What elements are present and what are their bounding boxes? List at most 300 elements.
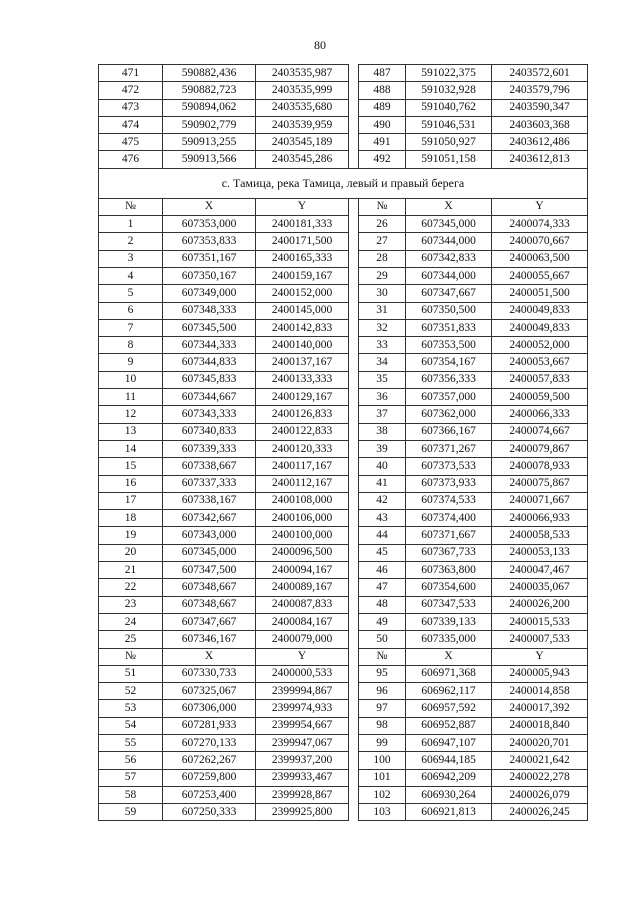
point-number: 491 [359,134,406,151]
x-coordinate: 607270,133 [163,734,256,751]
point-number: 489 [359,99,406,116]
point-number: 38 [359,423,406,440]
x-coordinate: 607262,267 [163,752,256,769]
x-coordinate: 590882,723 [163,82,256,99]
y-coordinate: 2400021,642 [492,752,588,769]
x-coordinate: 591046,531 [406,116,492,133]
point-number: 52 [99,683,163,700]
x-coordinate: 606957,592 [406,700,492,717]
header-y: Y [256,198,349,215]
coordinates-table-body [99,65,588,821]
x-coordinate: 607338,167 [163,492,256,509]
y-coordinate: 2400063,500 [492,250,588,267]
point-number: 96 [359,683,406,700]
table-row [99,406,588,423]
x-coordinate: 607347,667 [406,285,492,302]
x-coordinate: 607342,833 [406,250,492,267]
x-coordinate: 607337,333 [163,475,256,492]
y-coordinate: 2400078,933 [492,458,588,475]
point-number: 54 [99,717,163,734]
x-coordinate: 607351,167 [163,250,256,267]
x-coordinate: 607338,667 [163,458,256,475]
y-coordinate: 2403572,601 [492,65,588,82]
point-number: 44 [359,527,406,544]
x-coordinate: 607350,500 [406,302,492,319]
x-coordinate: 607348,333 [163,302,256,319]
point-number: 23 [99,596,163,613]
table-row [99,613,588,630]
point-number: 10 [99,371,163,388]
x-coordinate: 606952,887 [406,717,492,734]
point-number: 55 [99,734,163,751]
y-coordinate: 2400053,133 [492,544,588,561]
x-coordinate: 591040,762 [406,99,492,116]
column-gap [349,596,359,613]
x-coordinate: 607281,933 [163,717,256,734]
x-coordinate: 591022,375 [406,65,492,82]
point-number: 39 [359,440,406,457]
x-coordinate: 590913,255 [163,134,256,151]
table-row [99,151,588,168]
point-number: 8 [99,337,163,354]
column-gap [349,527,359,544]
x-coordinate: 607353,000 [163,216,256,233]
point-number: 19 [99,527,163,544]
x-coordinate: 607339,333 [163,440,256,457]
column-gap [349,151,359,168]
point-number: 6 [99,302,163,319]
table-row [99,510,588,527]
y-coordinate: 2399994,867 [256,683,349,700]
column-gap [349,683,359,700]
table-header-row [99,198,588,215]
x-coordinate: 607340,833 [163,423,256,440]
table-row [99,562,588,579]
y-coordinate: 2400145,000 [256,302,349,319]
column-gap [349,700,359,717]
y-coordinate: 2400117,167 [256,458,349,475]
x-coordinate: 607344,000 [406,233,492,250]
column-gap [349,648,359,665]
y-coordinate: 2400066,333 [492,406,588,423]
x-coordinate: 607250,333 [163,804,256,821]
x-coordinate: 607345,833 [163,371,256,388]
y-coordinate: 2403539,959 [256,116,349,133]
table-row [99,99,588,116]
point-number: 97 [359,700,406,717]
x-coordinate: 607366,167 [406,423,492,440]
y-coordinate: 2400071,667 [492,492,588,509]
x-coordinate: 607343,333 [163,406,256,423]
table-row [99,683,588,700]
y-coordinate: 2400022,278 [492,769,588,786]
y-coordinate: 2400047,467 [492,562,588,579]
x-coordinate: 607335,000 [406,631,492,648]
column-gap [349,786,359,803]
header-number: № [359,198,406,215]
y-coordinate: 2400017,392 [492,700,588,717]
x-coordinate: 591050,927 [406,134,492,151]
y-coordinate: 2400087,833 [256,596,349,613]
y-coordinate: 2400015,533 [492,613,588,630]
point-number: 13 [99,423,163,440]
point-number: 472 [99,82,163,99]
y-coordinate: 2403535,987 [256,65,349,82]
header-number: № [99,198,163,215]
column-gap [349,475,359,492]
x-coordinate: 607348,667 [163,579,256,596]
table-row [99,475,588,492]
y-coordinate: 2400079,867 [492,440,588,457]
y-coordinate: 2400100,000 [256,527,349,544]
y-coordinate: 2403612,486 [492,134,588,151]
x-coordinate: 607342,667 [163,510,256,527]
point-number: 471 [99,65,163,82]
y-coordinate: 2400137,167 [256,354,349,371]
x-coordinate: 606921,813 [406,804,492,821]
y-coordinate: 2400074,667 [492,423,588,440]
y-coordinate: 2400120,333 [256,440,349,457]
column-gap [349,371,359,388]
point-number: 53 [99,700,163,717]
column-gap [349,354,359,371]
y-coordinate: 2400079,000 [256,631,349,648]
y-coordinate: 2400181,333 [256,216,349,233]
y-coordinate: 2400142,833 [256,319,349,336]
point-number: 474 [99,116,163,133]
point-number: 41 [359,475,406,492]
point-number: 35 [359,371,406,388]
y-coordinate: 2403590,347 [492,99,588,116]
header-number: № [99,648,163,665]
x-coordinate: 607325,067 [163,683,256,700]
x-coordinate: 607345,000 [163,544,256,561]
column-gap [349,631,359,648]
x-coordinate: 607345,000 [406,216,492,233]
table-row [99,544,588,561]
point-number: 101 [359,769,406,786]
x-coordinate: 606971,368 [406,665,492,682]
x-coordinate: 590894,062 [163,99,256,116]
point-number: 17 [99,492,163,509]
point-number: 3 [99,250,163,267]
point-number: 475 [99,134,163,151]
point-number: 32 [359,319,406,336]
section-title-row [99,168,588,198]
table-row [99,319,588,336]
point-number: 45 [359,544,406,561]
header-number: № [359,648,406,665]
x-coordinate: 607347,500 [163,562,256,579]
table-row [99,631,588,648]
x-coordinate: 607345,500 [163,319,256,336]
table-row [99,216,588,233]
table-row [99,389,588,406]
y-coordinate: 2403603,368 [492,116,588,133]
point-number: 34 [359,354,406,371]
header-x: X [163,648,256,665]
table-row [99,285,588,302]
x-coordinate: 607339,133 [406,613,492,630]
point-number: 49 [359,613,406,630]
column-gap [349,613,359,630]
point-number: 30 [359,285,406,302]
point-number: 487 [359,65,406,82]
y-coordinate: 2400070,667 [492,233,588,250]
x-coordinate: 607347,533 [406,596,492,613]
y-coordinate: 2403535,680 [256,99,349,116]
point-number: 31 [359,302,406,319]
y-coordinate: 2400000,533 [256,665,349,682]
point-number: 26 [359,216,406,233]
y-coordinate: 2400106,000 [256,510,349,527]
point-number: 56 [99,752,163,769]
table-row [99,65,588,82]
x-coordinate: 607371,667 [406,527,492,544]
column-gap [349,216,359,233]
y-coordinate: 2400026,079 [492,786,588,803]
x-coordinate: 607330,733 [163,665,256,682]
y-coordinate: 2400026,200 [492,596,588,613]
y-coordinate: 2403545,189 [256,134,349,151]
header-y: Y [256,648,349,665]
y-coordinate: 2400035,067 [492,579,588,596]
y-coordinate: 2403579,796 [492,82,588,99]
y-coordinate: 2400014,858 [492,683,588,700]
point-number: 16 [99,475,163,492]
column-gap [349,544,359,561]
x-coordinate: 606962,117 [406,683,492,700]
point-number: 488 [359,82,406,99]
y-coordinate: 2400005,943 [492,665,588,682]
point-number: 37 [359,406,406,423]
point-number: 476 [99,151,163,168]
point-number: 47 [359,579,406,596]
y-coordinate: 2400108,000 [256,492,349,509]
y-coordinate: 2400074,333 [492,216,588,233]
y-coordinate: 2400084,167 [256,613,349,630]
column-gap [349,510,359,527]
point-number: 14 [99,440,163,457]
x-coordinate: 607350,167 [163,267,256,284]
point-number: 103 [359,804,406,821]
point-number: 48 [359,596,406,613]
y-coordinate: 2400140,000 [256,337,349,354]
y-coordinate: 2400096,500 [256,544,349,561]
x-coordinate: 607259,800 [163,769,256,786]
x-coordinate: 607363,800 [406,562,492,579]
y-coordinate: 2399925,800 [256,804,349,821]
y-coordinate: 2400059,500 [492,389,588,406]
column-gap [349,440,359,457]
point-number: 22 [99,579,163,596]
point-number: 50 [359,631,406,648]
table-header-row [99,648,588,665]
x-coordinate: 607357,000 [406,389,492,406]
x-coordinate: 591032,928 [406,82,492,99]
point-number: 99 [359,734,406,751]
y-coordinate: 2399928,867 [256,786,349,803]
x-coordinate: 607353,833 [163,233,256,250]
x-coordinate: 607348,667 [163,596,256,613]
header-x: X [406,648,492,665]
point-number: 102 [359,786,406,803]
table-row [99,665,588,682]
point-number: 29 [359,267,406,284]
table-row [99,492,588,509]
x-coordinate: 590913,566 [163,151,256,168]
x-coordinate: 607344,667 [163,389,256,406]
y-coordinate: 2400058,533 [492,527,588,544]
table-row [99,440,588,457]
table-row [99,596,588,613]
column-gap [349,717,359,734]
column-gap [349,198,359,215]
column-gap [349,492,359,509]
column-gap [349,769,359,786]
y-coordinate: 2400152,000 [256,285,349,302]
x-coordinate: 606942,209 [406,769,492,786]
point-number: 4 [99,267,163,284]
x-coordinate: 607373,933 [406,475,492,492]
column-gap [349,579,359,596]
header-y: Y [492,648,588,665]
point-number: 20 [99,544,163,561]
header-x: X [406,198,492,215]
point-number: 492 [359,151,406,168]
y-coordinate: 2399974,933 [256,700,349,717]
x-coordinate: 606930,264 [406,786,492,803]
point-number: 24 [99,613,163,630]
column-gap [349,752,359,769]
x-coordinate: 607371,267 [406,440,492,457]
table-row [99,371,588,388]
y-coordinate: 2399954,667 [256,717,349,734]
x-coordinate: 607362,000 [406,406,492,423]
table-row [99,82,588,99]
point-number: 9 [99,354,163,371]
table-row [99,752,588,769]
table-row [99,458,588,475]
point-number: 98 [359,717,406,734]
table-row [99,134,588,151]
table-row [99,423,588,440]
y-coordinate: 2403545,286 [256,151,349,168]
y-coordinate: 2400165,333 [256,250,349,267]
table-row [99,337,588,354]
y-coordinate: 2400133,333 [256,371,349,388]
column-gap [349,285,359,302]
x-coordinate: 607351,833 [406,319,492,336]
point-number: 59 [99,804,163,821]
x-coordinate: 606944,185 [406,752,492,769]
column-gap [349,337,359,354]
point-number: 5 [99,285,163,302]
y-coordinate: 2400122,833 [256,423,349,440]
x-coordinate: 591051,158 [406,151,492,168]
y-coordinate: 2400007,533 [492,631,588,648]
point-number: 1 [99,216,163,233]
y-coordinate: 2400126,833 [256,406,349,423]
point-number: 36 [359,389,406,406]
x-coordinate: 607353,500 [406,337,492,354]
y-coordinate: 2400055,667 [492,267,588,284]
point-number: 57 [99,769,163,786]
section-title: с. Тамица, река Тамица, левый и правый берега [99,168,588,198]
x-coordinate: 606947,107 [406,734,492,751]
y-coordinate: 2400049,833 [492,319,588,336]
table-row [99,354,588,371]
point-number: 2 [99,233,163,250]
point-number: 100 [359,752,406,769]
column-gap [349,734,359,751]
y-coordinate: 2399947,067 [256,734,349,751]
point-number: 46 [359,562,406,579]
column-gap [349,116,359,133]
x-coordinate: 607343,000 [163,527,256,544]
y-coordinate: 2400094,167 [256,562,349,579]
y-coordinate: 2400129,167 [256,389,349,406]
table-row [99,267,588,284]
y-coordinate: 2400171,500 [256,233,349,250]
page-number: 80 [314,38,326,52]
y-coordinate: 2400049,833 [492,302,588,319]
x-coordinate: 607349,000 [163,285,256,302]
column-gap [349,458,359,475]
column-gap [349,423,359,440]
header-y: Y [492,198,588,215]
y-coordinate: 2400053,667 [492,354,588,371]
table-row [99,804,588,821]
y-coordinate: 2400026,245 [492,804,588,821]
point-number: 40 [359,458,406,475]
y-coordinate: 2400020,701 [492,734,588,751]
y-coordinate: 2400112,167 [256,475,349,492]
point-number: 42 [359,492,406,509]
y-coordinate: 2400051,500 [492,285,588,302]
y-coordinate: 2400052,000 [492,337,588,354]
column-gap [349,665,359,682]
table-row [99,786,588,803]
x-coordinate: 607356,333 [406,371,492,388]
x-coordinate: 607346,167 [163,631,256,648]
y-coordinate: 2403612,813 [492,151,588,168]
point-number: 7 [99,319,163,336]
table-row [99,250,588,267]
point-number: 28 [359,250,406,267]
x-coordinate: 607354,600 [406,579,492,596]
column-gap [349,134,359,151]
point-number: 490 [359,116,406,133]
y-coordinate: 2400057,833 [492,371,588,388]
column-gap [349,82,359,99]
point-number: 12 [99,406,163,423]
column-gap [349,804,359,821]
column-gap [349,65,359,82]
x-coordinate: 607373,533 [406,458,492,475]
column-gap [349,302,359,319]
point-number: 18 [99,510,163,527]
x-coordinate: 590902,779 [163,116,256,133]
point-number: 43 [359,510,406,527]
column-gap [349,99,359,116]
point-number: 473 [99,99,163,116]
x-coordinate: 607374,400 [406,510,492,527]
column-gap [349,406,359,423]
column-gap [349,389,359,406]
table-row [99,717,588,734]
column-gap [349,233,359,250]
